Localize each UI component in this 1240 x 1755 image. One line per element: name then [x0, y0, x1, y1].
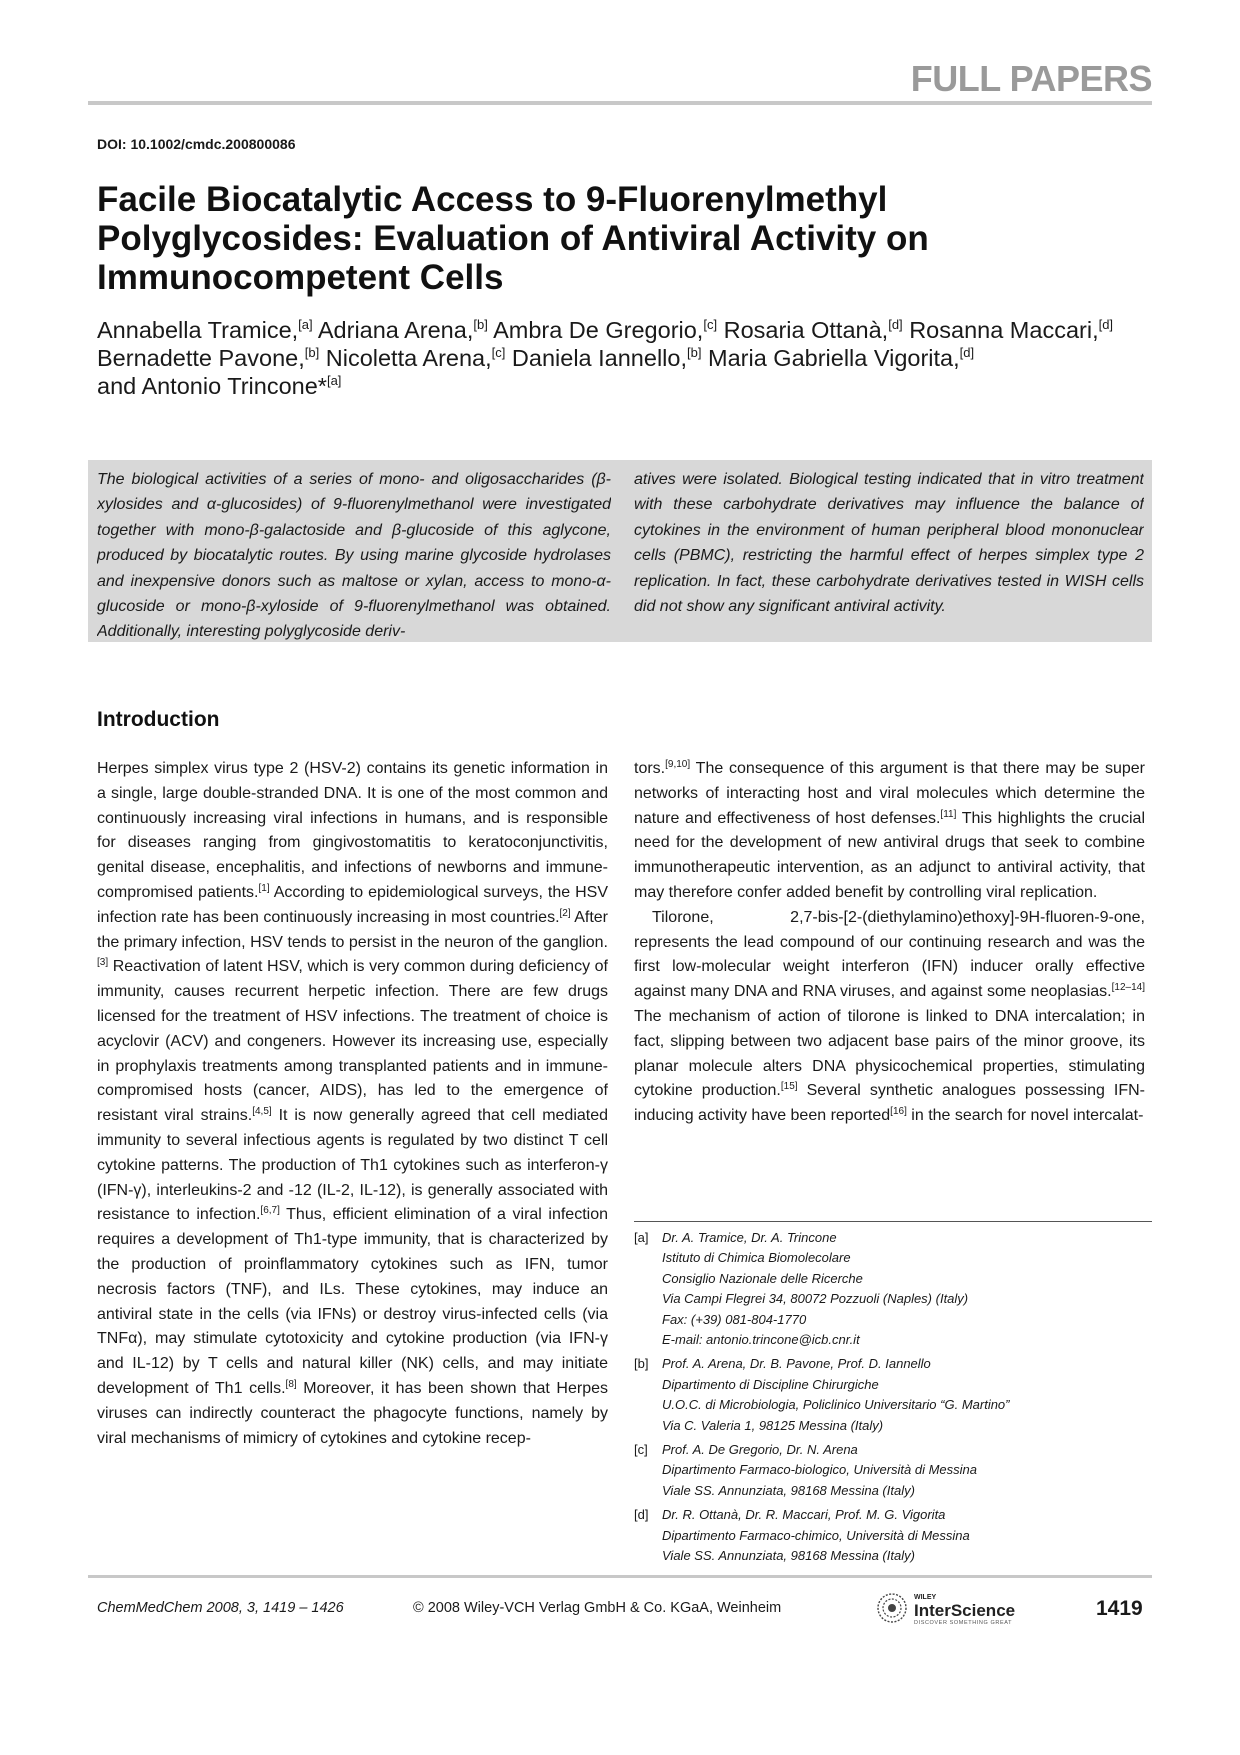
text-run: After the primary infection, HSV tends to persist in the neuron of the ganglion.: [97, 908, 608, 951]
footnote-tag: [d]: [634, 1507, 649, 1523]
footnote-line: Dipartimento Farmaco-chimico, Università di Messina: [662, 1527, 970, 1543]
footnote-line: Viale SS. Annunziata, 98168 Messina (Italy): [662, 1548, 915, 1564]
footnote-rule: [634, 1221, 1152, 1222]
footnote-line: Dipartimento Farmaco-biologico, Università di Messina: [662, 1462, 978, 1478]
footnote-line: Prof. A. Arena, Dr. B. Pavone, Prof. D. Iannello: [662, 1356, 931, 1372]
affiliation-marker: [d]: [959, 345, 975, 360]
author: [97, 317, 313, 343]
footnote: [634, 1505, 1152, 1566]
footnote-body: [662, 1228, 968, 1350]
author: [97, 373, 341, 399]
footnote-line: Consiglio Nazionale delle Ricerche: [662, 1270, 863, 1286]
citation-ref: [2]: [559, 907, 571, 919]
author-name: Adriana Arena,: [317, 317, 474, 343]
footnote-tag: [a]: [634, 1230, 649, 1245]
citation-ref: [1]: [258, 882, 270, 894]
author-name: Nicoletta Arena,: [325, 345, 492, 371]
paragraph: [634, 906, 1145, 1129]
section-label: FULL PAPERS: [910, 58, 1152, 99]
text-run: in the search for novel intercalat-: [906, 1107, 1144, 1125]
affiliation-marker: [a]: [298, 317, 313, 332]
author: [97, 345, 319, 371]
citation-ref: [6,7]: [260, 1205, 280, 1217]
text-run: This highlights the crucial need for the development of new antiviral drugs that seek to combine immunotherapeutic intervention, as an adjunct to antiviral activity, that may therefore confer added benefit by controlling viral replication.: [634, 809, 1146, 901]
citation-ref: [4,5]: [252, 1106, 272, 1118]
footnote: [634, 1228, 1152, 1350]
affiliation-footnotes: [634, 1228, 1152, 1571]
text-run: tors.: [634, 760, 666, 777]
text-run: Tilorone, 2,7-bis-[2-(diethylamino)ethoxy]-9H-fluoren-9-one, represents the lead compound of our continuing research and was the first low-molecular weight interferon (IFN) inducer orally effective against many DNA and RNA viruses, and against some neoplasias.: [634, 908, 1145, 1001]
affiliation-marker: [b]: [304, 345, 320, 360]
paragraph: [634, 757, 1145, 906]
author: [909, 317, 1113, 343]
footnote-tag: [b]: [634, 1356, 649, 1372]
footnote-line: Fax: (+39) 081-804-1770: [662, 1311, 807, 1327]
article-title: Facile Biocatalytic Access to 9-Fluorenylmethyl Polyglycosides: Evaluation of Antiviral Activity on Immunocompetent Cells: [97, 180, 929, 297]
text-run: The mechanism of action of tilorone is linked to DNA intercalation; in fact, slipping between two adjacent base pairs of the minor groove, its planar molecule alters DNA physicochemical properties, stimulating cytokine production.: [634, 1007, 1145, 1100]
logo-main-text: InterScience: [914, 1601, 1016, 1620]
globe-icon: [878, 1594, 906, 1622]
footnote-line: Viale SS. Annunziata, 98168 Messina (Italy): [662, 1482, 915, 1498]
footnote-line: Dr. A. Tramice, Dr. A. Trincone: [662, 1230, 837, 1245]
footnote-line: Via C. Valeria 1, 98125 Messina (Italy): [662, 1417, 884, 1433]
author: [326, 345, 506, 371]
author-name: Bernadette Pavone,: [97, 345, 305, 371]
citation-ref: [11]: [940, 808, 957, 820]
footnote-body: [662, 1505, 970, 1566]
affiliation-marker: [c]: [491, 345, 506, 360]
text-run: Reactivation of latent HSV, which is very common during deficiency of immunity, causes recurrent herpetic infection. There are few drugs licensed for the treatment of HSV infections. The treatment of choice is acyclovir (ACV) and congeners. However its increasing use, especially in prophylaxis treatments among transplanted patients and in immune-compromised hosts (cancer, AIDS), has led to the emergence of resistant viral strains.: [97, 958, 608, 1125]
author: [318, 317, 488, 343]
citation-ref: [9,10]: [665, 759, 691, 770]
text-run: Moreover, it has been shown that Herpes viruses can indirectly counteract the phagocyte functions, namely by viral mechanisms of mimicry of cytokines and cytokine recep-: [97, 1379, 609, 1447]
doi: DOI: 10.1002/cmdc.200800086: [97, 136, 296, 152]
text-run: According to epidemiological surveys, the HSV infection rate has been continuously increasing in most countries.: [97, 883, 608, 926]
footnote-line: E-mail: antonio.trincone@icb.cnr.it: [662, 1332, 860, 1348]
text-run: It is now generally agreed that cell mediated immunity to several infectious agents is regulated by two distinct T cell cytokine patterns. The production of Th1 cytokines such as interferon-γ (IFN-γ), interleukins-2 and -12 (IL-2, IL-12), is generally associated with resistance to infection.: [97, 1107, 609, 1224]
footnote-line: Dipartimento di Discipline Chirurgiche: [662, 1376, 879, 1392]
affiliation-marker: [d]: [1098, 317, 1114, 332]
body-column-left: [97, 757, 608, 1451]
author-name: Rosaria Ottanà,: [723, 317, 889, 343]
author-name: Maria Gabriella Vigorita,: [708, 345, 960, 371]
body-column-right: [634, 757, 1145, 1129]
footnote-body: [662, 1354, 1010, 1436]
author-name: Rosanna Maccari,: [909, 317, 1099, 343]
paragraph: [97, 757, 608, 1451]
bottom-rule: [88, 1575, 1152, 1578]
logo-small-text: WILEY: [914, 1594, 937, 1601]
citation-ref: [15]: [780, 1081, 798, 1093]
footnote-body: [662, 1440, 977, 1501]
logo-tagline: DISCOVER SOMETHING GREAT: [914, 1620, 1013, 1626]
author-name: Ambra De Gregorio,: [493, 317, 704, 343]
interscience-logo: [874, 1589, 1042, 1627]
journal-citation: ChemMedChem 2008, 3, 1419 – 1426: [97, 1600, 344, 1616]
footnote-tag: [c]: [634, 1442, 648, 1458]
citation-ref: [16]: [890, 1106, 907, 1118]
footnote-line: Dr. R. Ottanà, Dr. R. Maccari, Prof. M. G. Vigorita: [662, 1507, 946, 1523]
footnote-line: U.O.C. di Microbiologia, Policlinico Universitario “G. Martino”: [662, 1397, 1010, 1413]
affiliation-marker: [d]: [888, 317, 903, 332]
author: [493, 317, 717, 343]
footnote: [634, 1440, 1152, 1501]
text-run: Several synthetic analogues possessing IFN-inducing activity have been reported: [634, 1082, 1145, 1125]
copyright-notice: © 2008 Wiley-VCH Verlag GmbH & Co. KGaA, Weinheim: [413, 1600, 782, 1616]
author-name: Daniela Iannello,: [511, 345, 687, 371]
section-heading: Introduction: [97, 708, 220, 731]
page-number: 1419: [1096, 1597, 1143, 1620]
author-list: [97, 316, 1127, 400]
author: [724, 317, 903, 343]
affiliation-marker: [a]: [326, 373, 342, 388]
top-rule: [88, 101, 1152, 105]
affiliation-marker: [b]: [687, 345, 702, 360]
citation-ref: [12–14]: [1111, 982, 1145, 994]
author: [512, 345, 702, 371]
author-name: and Antonio Trincone*: [97, 373, 327, 399]
footnote-line: Prof. A. De Gregorio, Dr. N. Arena: [662, 1442, 858, 1458]
text-run: The consequence of this argument is that there may be super networks of interacting host and viral molecules which determine the nature and effectiveness of host defenses.: [634, 760, 1145, 827]
text-run: Thus, efficient elimination of a viral infection requires a development of Th1-type immunity, that is characterized by the production of proinflammatory cytokines such as IFN, tumor necrosis factors (TNF), and ILs. These cytokines, may induce an antiviral state in the cells (via IFNs) or destroy virus-infected cells (via TNFα), may stimulate cytotoxicity and cytokine production (via IFN-γ and IL-12) by T cells and natural killer (NK) cells, and may initiate development of Th1 cells.: [97, 1206, 608, 1397]
affiliation-marker: [b]: [473, 317, 488, 332]
abstract-text-right: atives were isolated. Biological testing indicated that in vitro treatment with these carbohydrate derivatives may influence the balance of cytokines in the environment of human peripheral blood mononuclear cells (PBMC), restricting the harmful effect of herpes simplex type 2 replication. In fact, these carbohydrate derivatives tested in WISH cells did not show any significant antiviral activity.: [634, 471, 1144, 616]
footnote-line: Istituto di Chimica Biomolecolare: [662, 1250, 851, 1266]
author: [708, 345, 974, 371]
abstract-text-left: The biological activities of a series of mono- and oligosaccharides (β-xylosides and α-glucosides) of 9-fluorenylmethanol were investigated together with mono-β-galactoside and β-glucoside of this aglycone, produced by biocatalytic routes. By using marine glycoside hydrolases and inexpensive donors such as maltose or xylan, access to mono-α-glucoside or mono-β-xyloside of 9-fluorenylmethanol was obtained. Additionally, interesting polyglycoside deriv-: [97, 471, 611, 641]
affiliation-marker: [c]: [703, 317, 718, 332]
footnote: [634, 1354, 1152, 1436]
footnote-line: Via Campi Flegrei 34, 80072 Pozzuoli (Naples) (Italy): [662, 1291, 969, 1307]
author-name: Annabella Tramice,: [97, 317, 299, 343]
text-run: Herpes simplex virus type 2 (HSV-2) contains its genetic information in a single, large double-stranded DNA. It is one of the most common and continuously increasing viral infections in humans, and is responsible for diseases ranging from gingivostomatitis to keratoconjunctivitis, genital disease, encephalitis, and infections of newborns and immune-compromised patients.: [97, 760, 608, 901]
citation-ref: [8]: [285, 1378, 297, 1390]
citation-ref: [3]: [97, 957, 109, 969]
